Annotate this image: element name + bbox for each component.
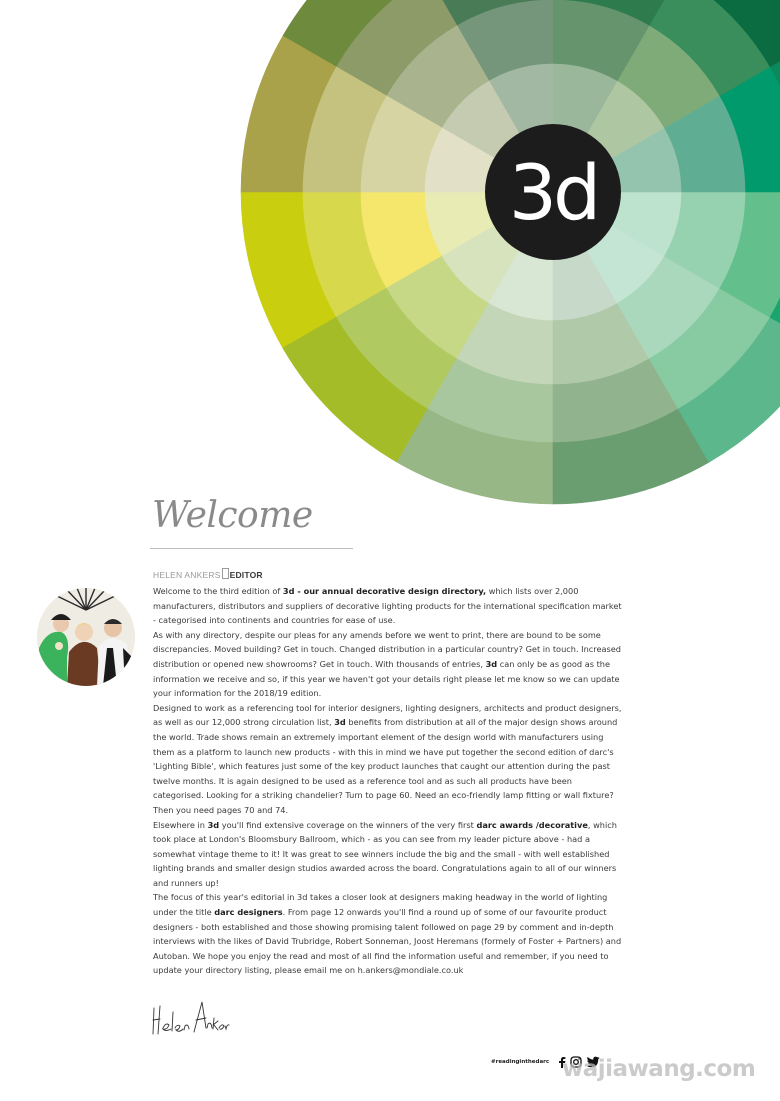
text-run: which lists over 2,000 manufacturers, distributors and suppliers of decorative lighting products for the international specification market - categorised into continents and countries for ease of use. — [153, 586, 622, 626]
author-name: HELEN ANKERS — [153, 570, 221, 580]
editor-photo-illustration — [37, 588, 135, 686]
text-run: can only be as good as the information we receive and so, if this year we haven't got your details right please let me know so we can update your information for the 2018/19 edition. — [153, 658, 620, 699]
text-run: , which took place at London's Bloomsbury Ballroom, which - as you can see from my leader picture above - had a somewhat vintage theme to it! It was great to see winners include the big and the small - with well established lighting brands and smaller design studios awarded across the board. Congratulations again to all of our winners and runners up! — [153, 819, 617, 888]
color-wheel-graphic — [0, 0, 780, 510]
bold-text: 3d - our annual decorative design directory, — [282, 586, 487, 596]
author-role: EDITOR — [229, 570, 263, 580]
watermark: wajiawang.com — [562, 1056, 756, 1082]
byline — [153, 568, 263, 580]
page-title: Welcome — [152, 495, 313, 536]
editor-signature — [150, 998, 230, 1042]
hashtag: #readinginthedarc — [491, 1059, 550, 1065]
article-paragraph — [153, 628, 623, 701]
byline-separator — [222, 568, 229, 579]
editor-photo — [37, 588, 135, 686]
article-paragraph — [153, 584, 623, 628]
text-run: . From page 12 onwards you'll find a round up of some of our favourite product designers - both established and those showing promising talent followed on page 29 by comment and in-depth interviews with the likes of David Trubridge, Robert Sonneman, Joost Heremans (formely of Foster + Partners) and Autoban. We hope you enjoy the read and most of all find the information useful and remember, if you need to update your directory listing, please email me on h.ankers@mondiale.co.uk — [153, 907, 622, 976]
text-run: The focus of this year's editorial in 3d takes a closer look at designers making headway in the world of lighting under the title — [153, 892, 608, 918]
text-run: As with any directory, despite our pleas for any amends before we went to print, there are bound to be some discrepancies. Moved building? Get in touch. Changed distribution in a particular country? Get in touch. Increased distribution or opened new showrooms? Get in touch. With thousands of entries, — [153, 629, 621, 669]
logo-text: 3d — [508, 148, 598, 237]
text-run: Elsewhere in — [153, 819, 208, 830]
text-run: benefits from distribution at all of the major design shows around the world. Trade shows remain an extremely important element of the design world with manufacturers using them as a platform to launch new products - with this in mind we have put together the second edition of darc's 'Lighting Bible', which features just some of the key product launches that caught our attention during the past twelve months. It is again designed to be used as a reference tool and as such all products have been categorised. Looking for a striking chandelier? Turn to page 60. Need an eco-friendly lamp fitting or wall fixture? Then you need pages 70 and 74. — [153, 717, 618, 815]
bold-text: darc awards /decorative — [476, 819, 588, 830]
text-run: Designed to work as a referencing tool for interior designers, lighting designers, architects and product designers, as well as our 12,000 strong circulation list, — [153, 702, 622, 728]
title-divider — [150, 548, 353, 549]
signature-image — [150, 998, 230, 1038]
article-paragraph — [153, 701, 623, 818]
bold-text: 3d — [334, 717, 346, 728]
text-run: Welcome to the third edition of — [153, 586, 283, 596]
color-wheel-svg — [0, 0, 780, 510]
bold-text: 3d — [485, 658, 498, 669]
article-paragraph — [153, 818, 623, 891]
article-paragraph — [153, 890, 623, 978]
bold-text: 3d — [207, 819, 220, 830]
text-run: you'll find extensive coverage on the winners of the very first — [219, 819, 477, 830]
bold-text: darc designers — [214, 907, 283, 918]
article-body — [153, 584, 623, 978]
